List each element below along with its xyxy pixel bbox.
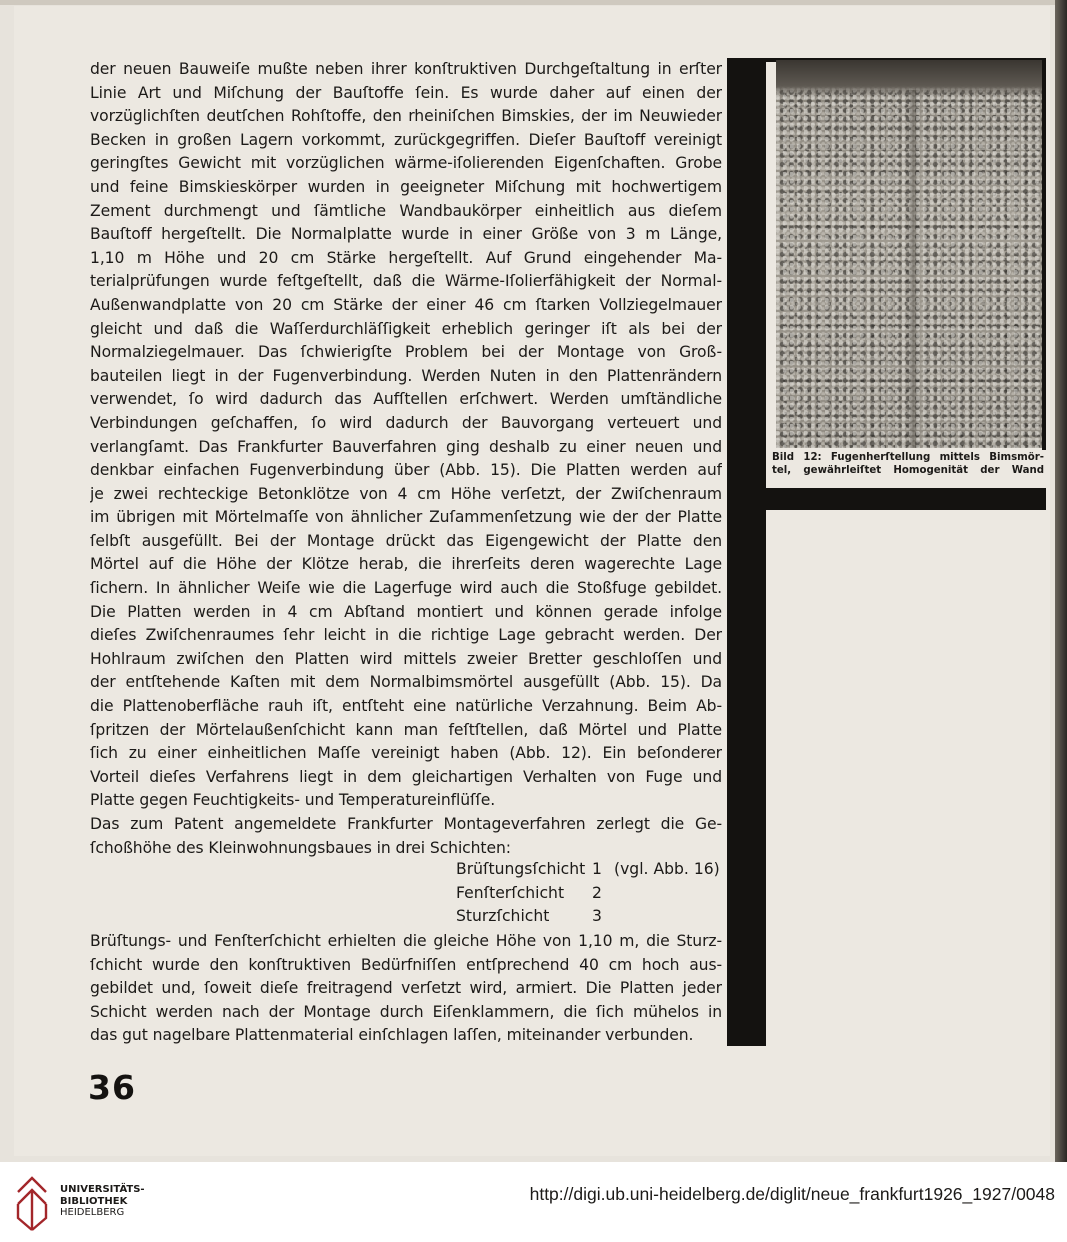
layer-number: 2 <box>592 883 602 902</box>
layer-row <box>456 905 722 929</box>
layer-reference: (vgl. Abb. 16) <box>614 860 720 878</box>
library-name <box>60 1184 145 1219</box>
text-line: Linie Art und Miſchung der Bauſtoffe ſein. Es wurde daher auf einen der <box>90 83 722 102</box>
layer-reference <box>614 905 722 929</box>
figure-caption <box>772 452 1044 477</box>
text-line: Vorteil dieſes Verfahrens liegt in dem gleichartigen Verhalten von Fuge und <box>90 767 722 786</box>
text-line: terialprüfungen wurde feſtgeſtellt, daß die Wärme-Iſolierfähigkeit der Normal- <box>90 272 722 291</box>
text-line: verlangſamt. Das Frankfurter Bauverfahren ging deshalb zu einer neuen und <box>90 437 722 456</box>
text-line: die Plattenoberfläche rauh iſt, entſteht eine natürliche Verzahnung. Beim Ab- <box>90 697 722 716</box>
body-text-continued <box>90 930 722 1048</box>
text-line: gleicht und daß die Waſſerdurchläſſigkeit erheblich geringer iſt als bei der <box>90 319 722 338</box>
text-line: ſich zu einer einheitlichen Maſſe vereinigt haben (Abb. 12). Ein beſonderer <box>90 744 722 763</box>
pumice-mortar-photo <box>776 60 1042 448</box>
layer-number: 1 <box>592 860 602 878</box>
photo-joint-seam <box>908 90 918 448</box>
text-line: der entſtehende Kaſten mit dem Normalbimsmörtel ausgefüllt (Abb. 15). Da <box>90 673 722 692</box>
library-logo-icon <box>12 1174 52 1232</box>
text-line: Das zum Patent angemeldete Frankfurter Montageverfahren zerlegt die Ge- <box>90 815 722 833</box>
text-line: je zwei rechteckige Betonklötze von 4 cm Höhe verſetzt, der Zwiſchenraum <box>90 484 722 503</box>
source-url-link[interactable]: http://digi.ub.uni-heidelberg.de/diglit/neue_frankfurt1926_1927/0048 <box>529 1184 1055 1204</box>
text-line: ſchicht wurde den konſtruktiven Bedürfniſſen entſprechend 40 cm hoch aus- <box>90 955 722 974</box>
text-line: 1,10 m Höhe und 20 cm Stärke hergeſtellt. Auf Grund eingehender Ma- <box>90 248 722 267</box>
text-line: gebildet und, ſoweit dieſe freitragend verſetzt wird, armiert. Die Platten jeder <box>90 979 722 998</box>
text-line: Die Platten werden in 4 cm Abſtand montiert und können gerade infolge <box>90 602 722 621</box>
library-name-line: UNIVERSITÄTS- <box>60 1184 145 1195</box>
library-name-line: HEIDELBERG <box>60 1207 125 1218</box>
layer-name: Sturzſchicht <box>456 907 550 926</box>
text-line: Normalziegelmauer. Das ſchwierigſte Problem bei der Montage von Groß- <box>90 343 722 362</box>
text-line: Mörtel auf die Höhe der Klötze herab, die ihrerſeits deren wagerechte Lage <box>90 555 722 574</box>
body-text-main <box>90 58 722 860</box>
layer-name: Fenſterſchicht <box>456 883 565 902</box>
page-number: 36 <box>88 1068 136 1107</box>
text-line: ſelbſt ausgefüllt. Bei der Montage drückt das Eigengewicht der Platte den <box>90 531 722 550</box>
text-line: Bauſtoff hergeſtellt. Die Normalplatte wurde in einer Größe von 3 m Länge, <box>90 225 722 244</box>
page-top-edge <box>0 0 1067 5</box>
footer-bar <box>0 1162 1067 1242</box>
photo-frame-right <box>1042 58 1046 450</box>
text-line: und feine Bimskieskörper wurden in geeigneter Miſchung mit hochwertigem <box>90 177 722 196</box>
layer-number: 3 <box>592 907 602 926</box>
text-line: geringſtes Gewicht mit vorzüglichen wärme-iſolierenden Eigenſchaften. Grobe <box>90 154 722 173</box>
text-line: Außenwandplatte von 20 cm Stärke der einer 46 cm ſtarken Vollziegelmauer <box>90 295 722 314</box>
text-line: Brüſtungs- und Fenſterſchicht erhielten die gleiche Höhe von 1,10 m, die Sturz- <box>90 932 722 950</box>
text-line: ſchoßhöhe des Kleinwohnungsbaues in drei Schichten: <box>90 838 511 857</box>
text-line: der neuen Bauweiſe mußte neben ihrer konſtruktiven Durchgeſtaltung in erſter <box>90 60 722 78</box>
caption-line: tel, gewährleiſtet Homogenität der Wand <box>772 464 1044 476</box>
vertical-bar-left <box>727 58 766 510</box>
library-name-line: BIBLIOTHEK <box>60 1195 128 1207</box>
text-line: Schicht werden nach der Montage durch Eiſenklammern, die ſich mühelos in <box>90 1002 722 1021</box>
text-line: verwendet, ſo wird dadurch das Aufſtellen erſchwert. Werden umſtändliche <box>90 390 722 409</box>
text-line: denkbar einfachen Fugenverbindung über (Abb. 15). Die Platten werden auf <box>90 461 722 480</box>
text-line: das gut nagelbare Plattenmaterial einſchlagen laſſen, miteinander verbunden. <box>90 1026 694 1045</box>
layer-reference <box>614 882 722 906</box>
text-line: Platte gegen Feuchtigkeits- und Temperatureinflüſſe. <box>90 791 496 810</box>
text-line: ſichern. In ähnlicher Weiſe wie die Lagerfuge wird auch die Stoßfuge gebildet. <box>90 579 722 598</box>
layer-row <box>456 882 722 906</box>
book-spine-edge <box>1055 0 1067 1162</box>
text-line: bauteilen liegt in der Fugenverbindung. Werden Nuten in den Plattenrändern <box>90 366 722 385</box>
text-line: Verbindungen geſchaffen, ſo wird dadurch der Bauvorgang verteuert und <box>90 413 722 432</box>
layer-list <box>456 858 722 929</box>
text-line: dieſes Zwiſchenraumes ſehr leicht in die richtige Lage gebracht werden. Der <box>90 626 722 645</box>
layer-row <box>456 858 722 882</box>
text-line: im übrigen mit Mörtelmaſſe von ähnlicher Zuſammenſetzung wie der der Platte <box>90 508 722 527</box>
caption-line: Bild 12: Fugenherſtellung mittels Bimsmör- <box>772 452 1044 463</box>
text-line: Zement durchmengt und ſämtliche Wandbaukörper einheitlich aus dieſem <box>90 201 722 220</box>
text-line: Hohlraum zwiſchen den Platten wird mittels zweier Bretter geschloſſen und <box>90 649 722 668</box>
text-line: Becken in großen Lagern vorkommt, zurückgegriffen. Dieſer Bauſtoff vereinigt <box>90 130 722 149</box>
text-line: vorzüglichſten deutſchen Rohſtoffe, den rheiniſchen Bimskies, der im Neuwieder <box>90 107 722 126</box>
text-line: ſpritzen der Mörtelaußenſchicht kann man feſtſtellen, daß Mörtel und Platte <box>90 720 722 739</box>
caption-bar <box>766 488 1046 510</box>
vertical-bar-lower <box>727 510 766 1046</box>
layer-name: Brüſtungsſchicht <box>456 860 586 878</box>
